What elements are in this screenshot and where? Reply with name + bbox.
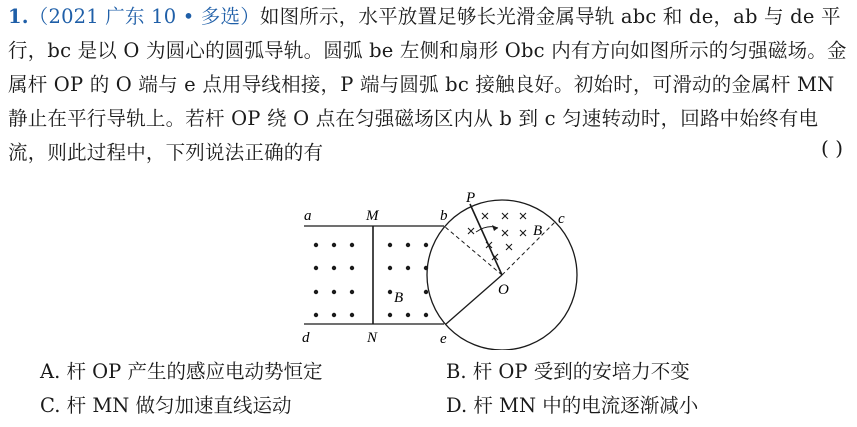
option-c[interactable]: C. 杆 MN 做匀加速直线运动 [40, 394, 292, 417]
option-b[interactable]: B. 杆 OP 受到的安培力不变 [446, 360, 690, 383]
label-M: M [366, 208, 379, 224]
label-d: d [302, 330, 310, 346]
option-d[interactable]: D. 杆 MN 中的电流逐渐减小 [446, 394, 699, 417]
label-c: c [558, 211, 565, 227]
label-B-left: B [394, 290, 404, 306]
wire-Oe [446, 275, 502, 324]
rotation-arrowhead [492, 225, 498, 231]
question-source: （2021 广东 10 • 多选） [28, 5, 260, 28]
label-O: O [498, 282, 509, 298]
answer-bracket: ( ) [821, 136, 843, 160]
label-N: N [367, 330, 378, 346]
field-dots [314, 243, 428, 317]
option-a[interactable]: A. 杆 OP 产生的感应电动势恒定 [40, 360, 323, 383]
label-e: e [440, 331, 447, 347]
label-B-right: B [533, 223, 543, 239]
physics-figure [290, 190, 590, 350]
question-number: 1. [8, 5, 29, 28]
label-b: b [440, 208, 448, 224]
label-P: P [466, 190, 476, 206]
question-stem: 如图所示，水平放置足够长光滑金属导轨 abc 和 de，ab 与 de 平行，bc 是以 O 为圆心的圆弧导轨。圆弧 be 左侧和扇形 Obc 内有方向如图所示的匀强磁场。金属杆 OP 的 O 端与 e 点用导线相接，P 端与圆弧 bc 接触良好。初始时，可滑动的金属杆 MN 静止在平行导轨上。若杆 OP 绕 O 点在匀强磁场区内从 b 到 c 匀速转动时，回路中始终有电流，则此过程中，下列说法正确的有 [8, 5, 847, 164]
label-a: a [304, 208, 312, 224]
question-text [8, 0, 853, 170]
